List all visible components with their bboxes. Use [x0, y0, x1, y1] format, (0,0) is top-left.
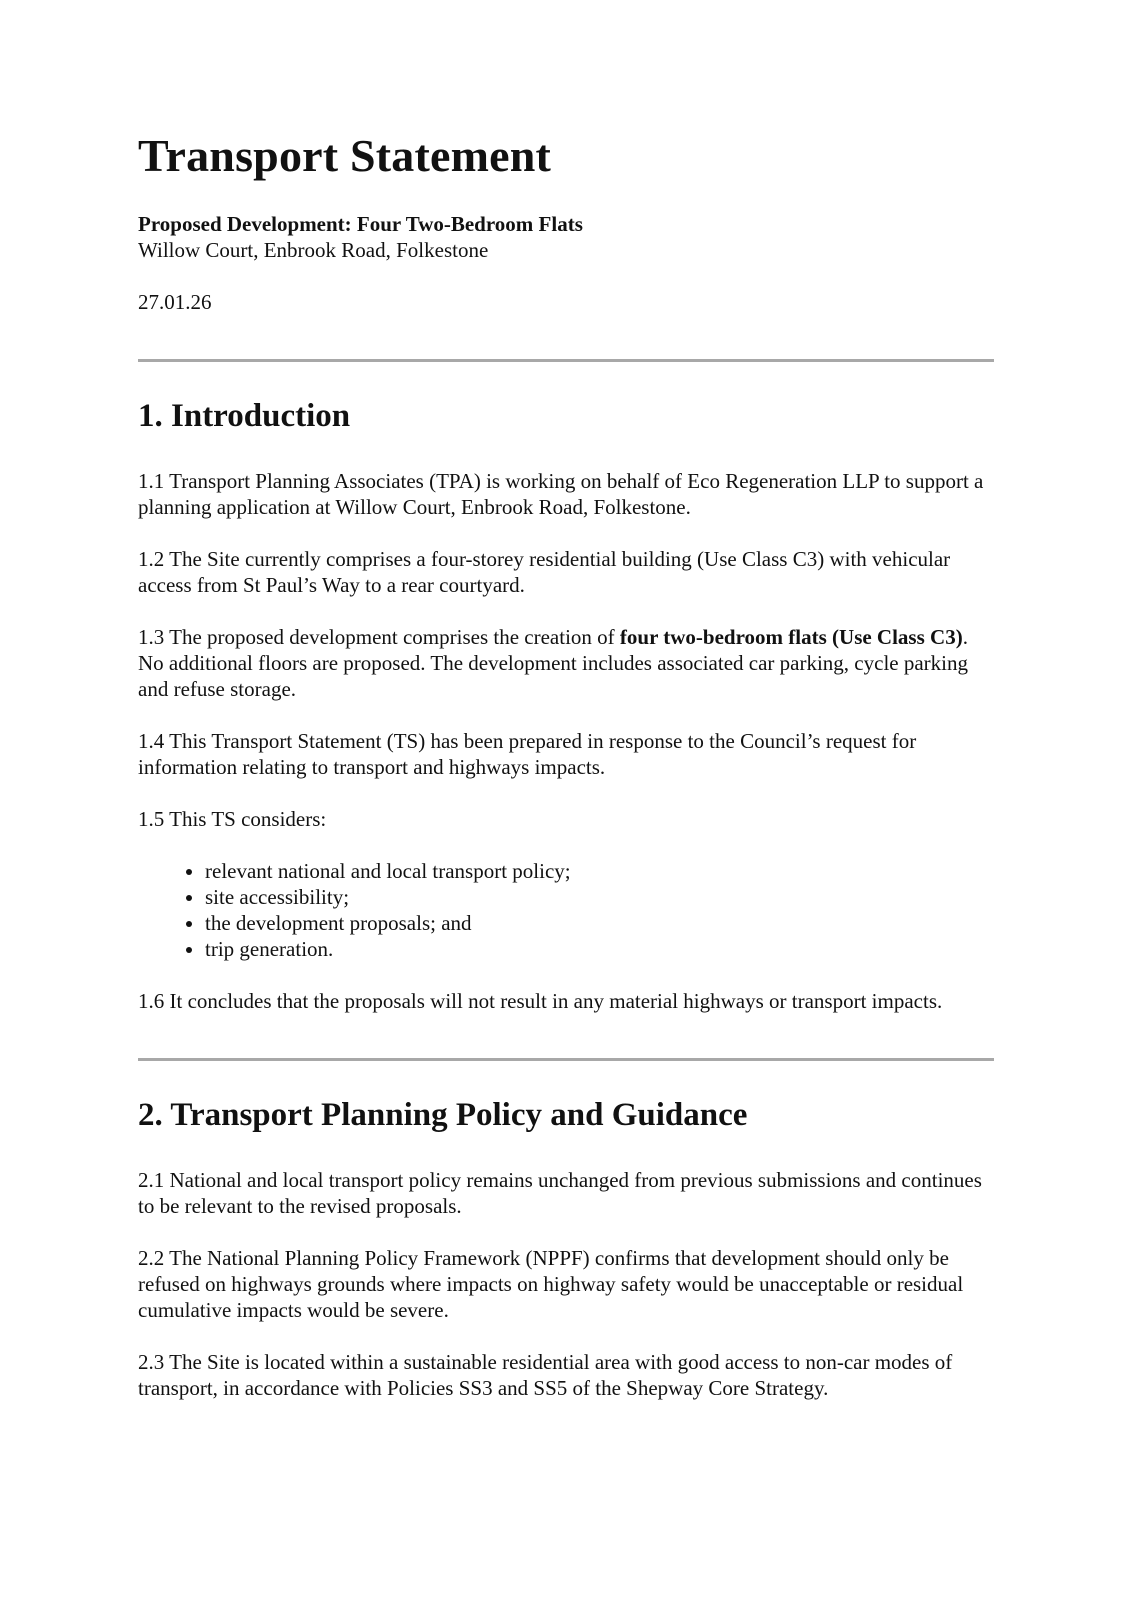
- paragraph-2-3: 2.3 The Site is located within a sustainable residential area with good access to non-car modes of transport, in accordance with Policies SS3 and SS5 of the Shepway Core Strategy.: [138, 1349, 953, 1400]
- paragraph-1-2: 1.2 The Site currently comprises a four-storey residential building (Use Class C3) with vehicular access from St Paul’s Way to a rear courtyard.: [138, 546, 951, 597]
- project-name: Proposed Development: Four Two-Bedroom Flats: [138, 211, 583, 236]
- paragraph-2-2: 2.2 The National Planning Policy Framework (NPPF) confirms that development should only be refused on highways grounds where impacts on highway safety would be unacceptable or residual cumulative impacts would be severe.: [138, 1245, 964, 1322]
- paragraph-1-3-emphasis: four two-bedroom flats (Use Class C3): [619, 624, 963, 649]
- project-info: [138, 211, 992, 263]
- considerations-list: [138, 858, 992, 962]
- section-heading-introduction: 1. Introduction: [138, 397, 351, 434]
- paragraph-1-3-text-a: 1.3 The proposed development comprises the creation of: [138, 624, 620, 649]
- list-item: • the development proposals; and: [205, 910, 992, 936]
- section-heading-policy: 2. Transport Planning Policy and Guidance: [138, 1096, 748, 1133]
- list-item: • trip generation.: [205, 936, 992, 962]
- paragraph-1-6: 1.6 It concludes that the proposals will not result in any material highways or transport impacts.: [138, 988, 943, 1013]
- paragraph-1-3: [138, 624, 992, 702]
- paragraph-2-1: 2.1 National and local transport policy remains unchanged from previous submissions and continues to be relevant to the revised proposals.: [138, 1167, 982, 1218]
- paragraph-1-1: 1.1 Transport Planning Associates (TPA) is working on behalf of Eco Regeneration LLP to support a planning application at Willow Court, Enbrook Road, Folkestone.: [138, 468, 984, 519]
- project-address: Willow Court, Enbrook Road, Folkestone: [138, 237, 489, 262]
- section-divider: [138, 359, 994, 362]
- list-item: • site accessibility;: [205, 884, 992, 910]
- list-item: • relevant national and local transport policy;: [205, 858, 992, 884]
- paragraph-1-3-text-b: . No additional floors are proposed. The development includes associated car parking, cycle parking and refuse storage.: [138, 624, 969, 701]
- section-policy: [138, 1097, 992, 1401]
- document-date: 27.01.26: [138, 289, 212, 314]
- paragraph-1-4: 1.4 This Transport Statement (TS) has been prepared in response to the Council’s request for information relating to transport and highways impacts.: [138, 728, 917, 779]
- paragraph-1-5: 1.5 This TS considers:: [138, 806, 327, 831]
- section-introduction: [138, 398, 992, 1014]
- section-divider: [138, 1058, 994, 1061]
- document-title: Transport Statement: [138, 130, 552, 181]
